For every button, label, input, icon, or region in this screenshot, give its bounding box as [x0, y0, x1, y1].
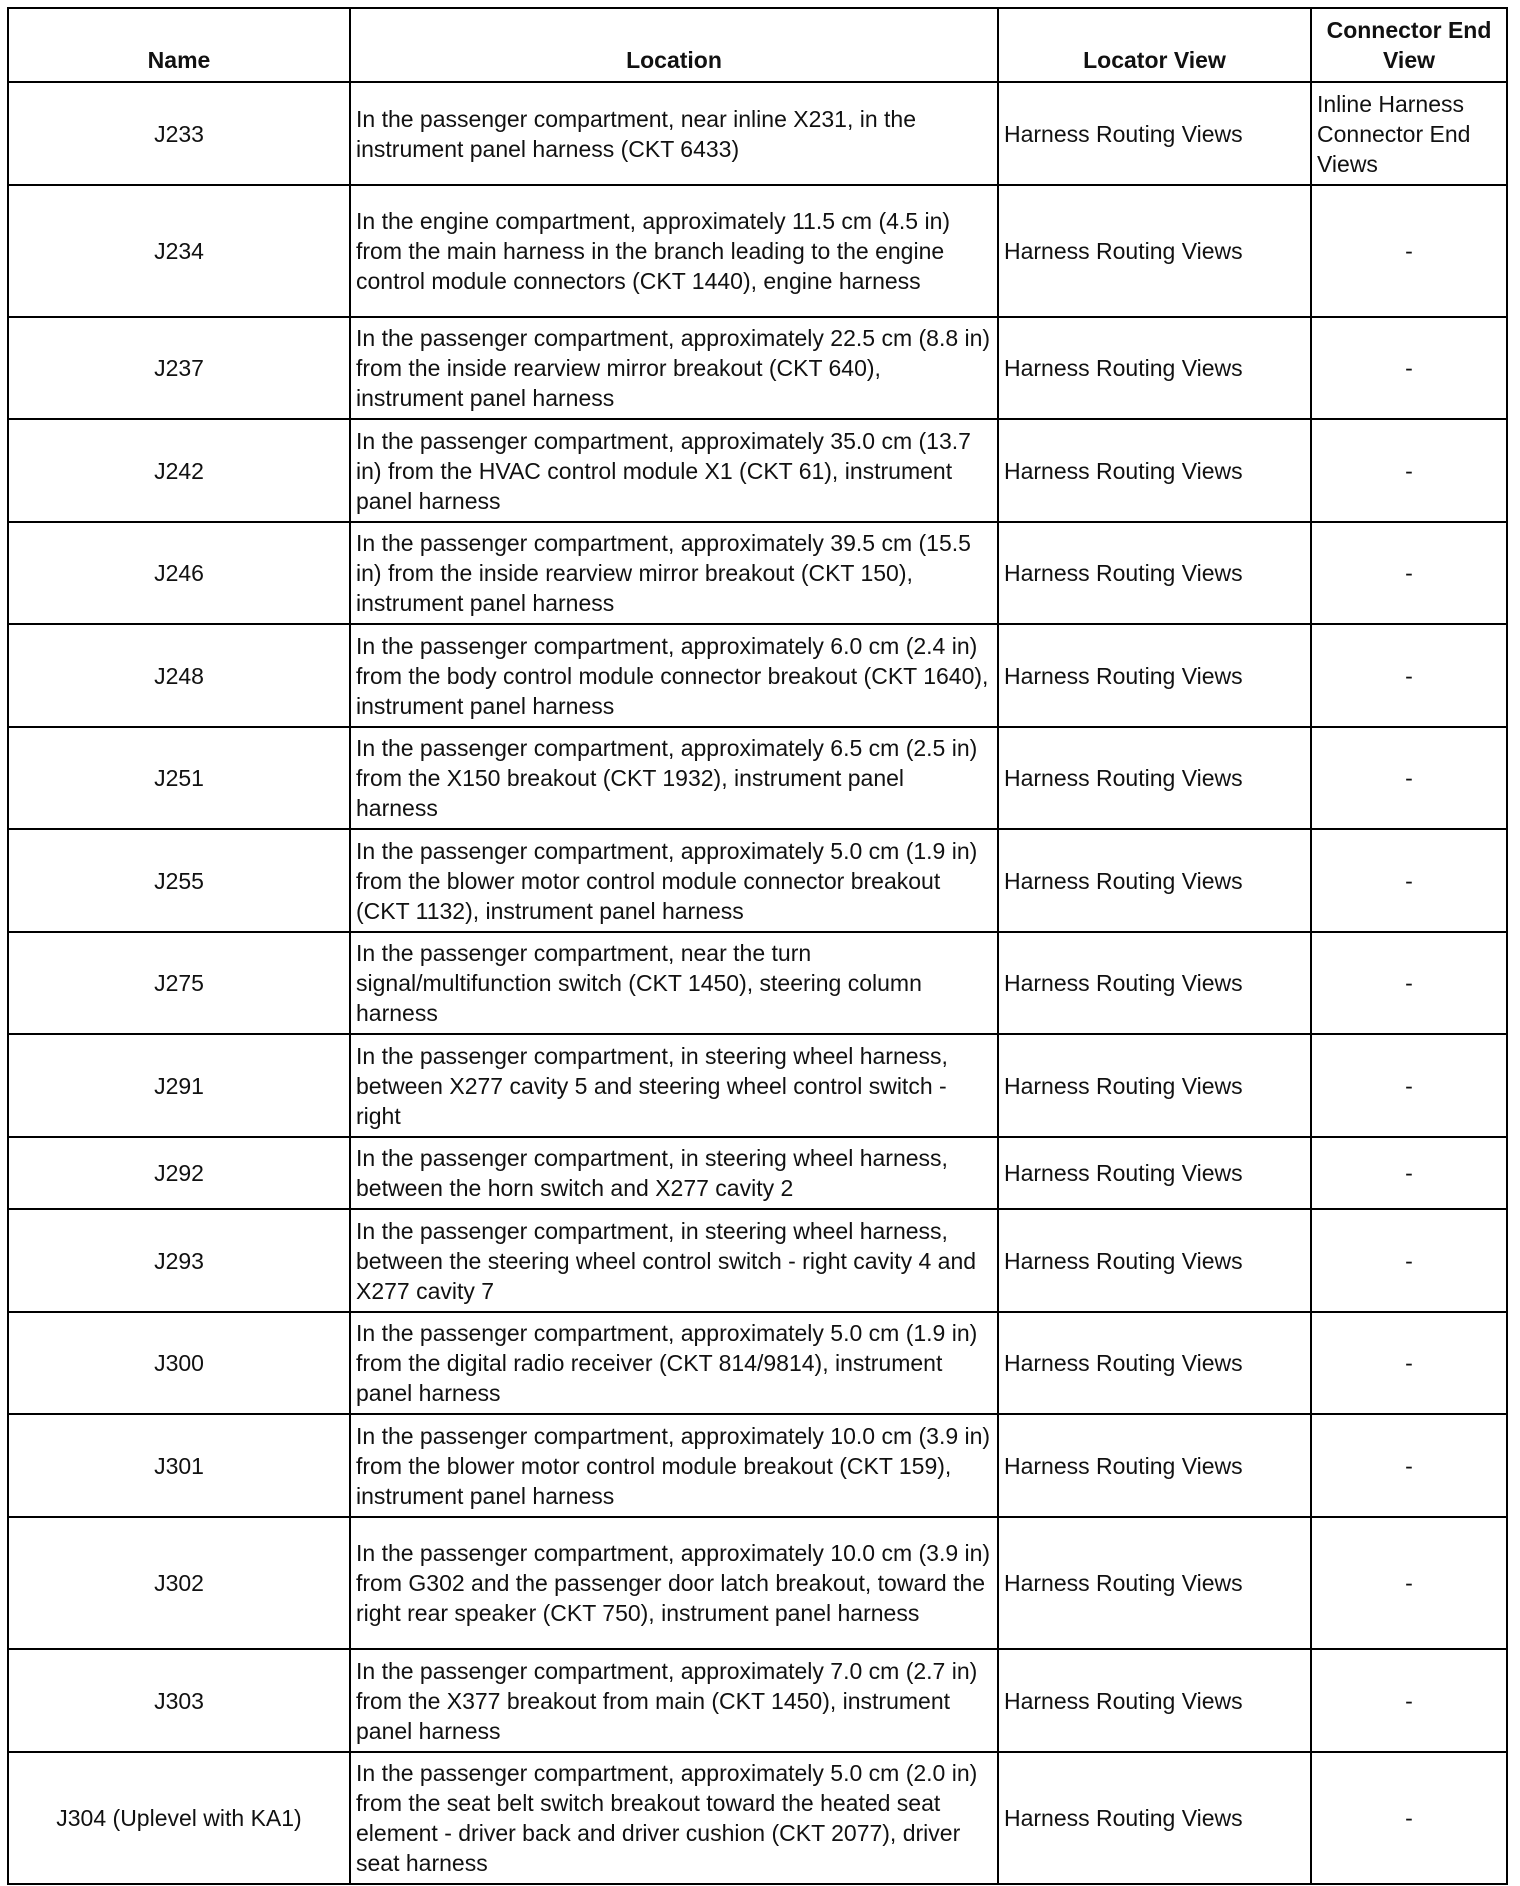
table-row: [8, 1752, 1507, 1884]
header-connector-end-view: Connector End View: [1311, 8, 1507, 82]
cell-location: In the passenger compartment, approximately 6.5 cm (2.5 in) from the X150 breakout (CKT 1932), instrument panel harness: [350, 727, 998, 829]
cell-name: J233: [8, 82, 350, 185]
cell-name: J246: [8, 522, 350, 624]
table-row: [8, 1209, 1507, 1312]
table-row: [8, 1649, 1507, 1752]
cell-name: J300: [8, 1312, 350, 1414]
cell-connector-end-view: -: [1311, 1312, 1507, 1414]
cell-location: In the passenger compartment, in steering wheel harness, between the horn switch and X277 cavity 2: [350, 1137, 998, 1209]
cell-name: J237: [8, 317, 350, 419]
cell-location: In the passenger compartment, approximately 6.0 cm (2.4 in) from the body control module connector breakout (CKT 1640), instrument panel harness: [350, 624, 998, 727]
cell-locator-view: Harness Routing Views: [998, 624, 1311, 727]
table-row: [8, 1517, 1507, 1649]
header-locator-view: Locator View: [998, 8, 1311, 82]
cell-location: In the passenger compartment, approximately 5.0 cm (2.0 in) from the seat belt switch breakout toward the heated seat element - driver back and driver cushion (CKT 2077), driver seat harness: [350, 1752, 998, 1884]
cell-locator-view: Harness Routing Views: [998, 1209, 1311, 1312]
cell-connector-end-view: -: [1311, 624, 1507, 727]
cell-name: J293: [8, 1209, 350, 1312]
cell-locator-view: Harness Routing Views: [998, 1414, 1311, 1517]
cell-connector-end-view: -: [1311, 419, 1507, 522]
header-row: [8, 8, 1507, 82]
table-row: [8, 419, 1507, 522]
cell-locator-view: Harness Routing Views: [998, 1137, 1311, 1209]
cell-locator-view: Harness Routing Views: [998, 419, 1311, 522]
table-row: [8, 932, 1507, 1034]
cell-locator-view: Harness Routing Views: [998, 317, 1311, 419]
cell-connector-end-view: -: [1311, 185, 1507, 317]
cell-location: In the passenger compartment, in steering wheel harness, between X277 cavity 5 and steering wheel control switch - right: [350, 1034, 998, 1137]
cell-location: In the passenger compartment, approximately 22.5 cm (8.8 in) from the inside rearview mirror breakout (CKT 640), instrument panel harness: [350, 317, 998, 419]
table-row: [8, 522, 1507, 624]
header-location: Location: [350, 8, 998, 82]
cell-connector-end-view: Inline Harness Connector End Views: [1311, 82, 1507, 185]
cell-name: J242: [8, 419, 350, 522]
cell-connector-end-view: -: [1311, 727, 1507, 829]
cell-locator-view: Harness Routing Views: [998, 1649, 1311, 1752]
cell-location: In the passenger compartment, near inline X231, in the instrument panel harness (CKT 6433): [350, 82, 998, 185]
cell-location: In the passenger compartment, approximately 10.0 cm (3.9 in) from G302 and the passenger door latch breakout, toward the right rear speaker (CKT 750), instrument panel harness: [350, 1517, 998, 1649]
cell-location: In the passenger compartment, approximately 39.5 cm (15.5 in) from the inside rearview mirror breakout (CKT 150), instrument panel harness: [350, 522, 998, 624]
cell-locator-view: Harness Routing Views: [998, 1517, 1311, 1649]
cell-locator-view: Harness Routing Views: [998, 522, 1311, 624]
cell-connector-end-view: -: [1311, 317, 1507, 419]
cell-connector-end-view: -: [1311, 1752, 1507, 1884]
cell-name: J234: [8, 185, 350, 317]
cell-locator-view: Harness Routing Views: [998, 82, 1311, 185]
cell-locator-view: Harness Routing Views: [998, 1034, 1311, 1137]
table-row: [8, 829, 1507, 932]
cell-name: J304 (Uplevel with KA1): [8, 1752, 350, 1884]
cell-connector-end-view: -: [1311, 1517, 1507, 1649]
cell-location: In the passenger compartment, approximately 10.0 cm (3.9 in) from the blower motor control module breakout (CKT 159), instrument panel harness: [350, 1414, 998, 1517]
splice-location-table: [7, 7, 1508, 1885]
cell-name: J291: [8, 1034, 350, 1137]
cell-name: J248: [8, 624, 350, 727]
cell-name: J301: [8, 1414, 350, 1517]
cell-connector-end-view: -: [1311, 932, 1507, 1034]
cell-locator-view: Harness Routing Views: [998, 1752, 1311, 1884]
table-row: [8, 317, 1507, 419]
cell-name: J303: [8, 1649, 350, 1752]
cell-name: J302: [8, 1517, 350, 1649]
cell-locator-view: Harness Routing Views: [998, 1312, 1311, 1414]
cell-locator-view: Harness Routing Views: [998, 727, 1311, 829]
cell-locator-view: Harness Routing Views: [998, 829, 1311, 932]
table-row: [8, 82, 1507, 185]
cell-name: J292: [8, 1137, 350, 1209]
cell-connector-end-view: -: [1311, 1649, 1507, 1752]
cell-locator-view: Harness Routing Views: [998, 185, 1311, 317]
cell-connector-end-view: -: [1311, 1414, 1507, 1517]
cell-connector-end-view: -: [1311, 522, 1507, 624]
cell-connector-end-view: -: [1311, 1209, 1507, 1312]
cell-location: In the passenger compartment, approximately 7.0 cm (2.7 in) from the X377 breakout from main (CKT 1450), instrument panel harness: [350, 1649, 998, 1752]
cell-name: J251: [8, 727, 350, 829]
cell-name: J255: [8, 829, 350, 932]
cell-locator-view: Harness Routing Views: [998, 932, 1311, 1034]
cell-name: J275: [8, 932, 350, 1034]
header-name: Name: [8, 8, 350, 82]
table-row: [8, 1137, 1507, 1209]
cell-location: In the passenger compartment, approximately 5.0 cm (1.9 in) from the blower motor control module connector breakout (CKT 1132), instrument panel harness: [350, 829, 998, 932]
table-row: [8, 185, 1507, 317]
table-row: [8, 1034, 1507, 1137]
cell-location: In the passenger compartment, approximately 35.0 cm (13.7 in) from the HVAC control module X1 (CKT 61), instrument panel harness: [350, 419, 998, 522]
table-row: [8, 624, 1507, 727]
cell-location: In the passenger compartment, approximately 5.0 cm (1.9 in) from the digital radio receiver (CKT 814/9814), instrument panel harness: [350, 1312, 998, 1414]
table-row: [8, 1312, 1507, 1414]
table-row: [8, 727, 1507, 829]
cell-connector-end-view: -: [1311, 1034, 1507, 1137]
cell-connector-end-view: -: [1311, 829, 1507, 932]
cell-location: In the engine compartment, approximately 11.5 cm (4.5 in) from the main harness in the branch leading to the engine control module connectors (CKT 1440), engine harness: [350, 185, 998, 317]
cell-connector-end-view: -: [1311, 1137, 1507, 1209]
table-row: [8, 1414, 1507, 1517]
cell-location: In the passenger compartment, in steering wheel harness, between the steering wheel control switch - right cavity 4 and X277 cavity 7: [350, 1209, 998, 1312]
cell-location: In the passenger compartment, near the turn signal/multifunction switch (CKT 1450), steering column harness: [350, 932, 998, 1034]
